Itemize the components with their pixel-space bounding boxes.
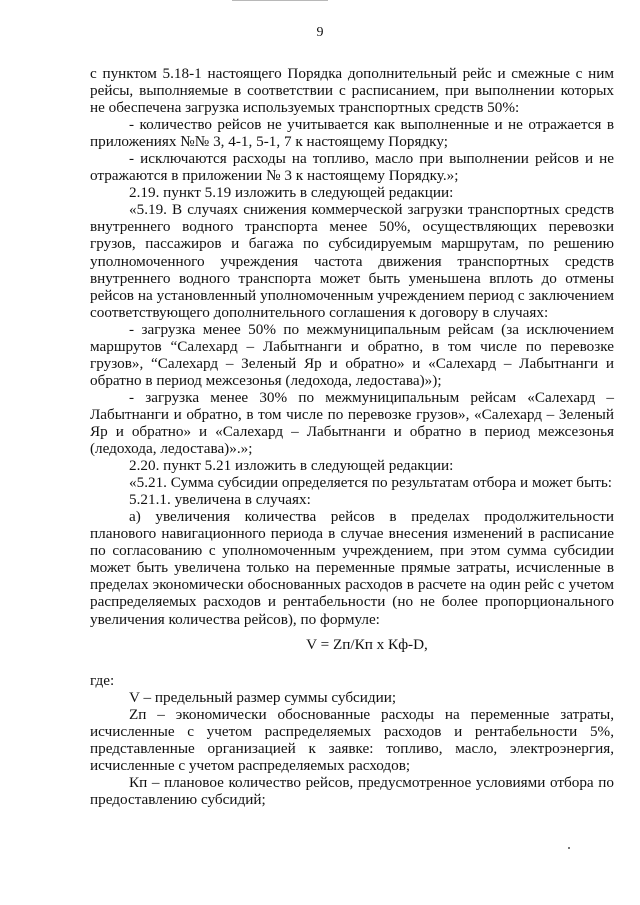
paragraph-item-a: а) увеличения количества рейсов в пределах продолжительности планового навигационного периода в случае внесения изменений в расписание по согласованию с уполномоченным учреждением, при этом сумма субсидии может быть увеличена только на переменные прямые затраты, исчисленные в пределах экономически обоснованных расходов в расчете на один рейс с учетом распределяемых расходов и рентабельности (но не более пропорционального увеличения количества рейсов), по формуле: (90, 508, 614, 628)
document-body (90, 65, 614, 808)
paragraph-load-50: - загрузка менее 50% по межмуниципальным рейсам (за исключением маршрутов “Салехард – Лабытнанги и обратно, в том числе по перевозке грузов», “Салехард – Зеленый Яр и обратно» и «Салехард – Лабытнанги и обратно в период межсезонья (ледохода, ледостава)»); (90, 320, 614, 389)
paragraph-bullet-fuel: - исключаются расходы на топливо, масло при выполнении рейсов и не отражаются в приложении № 3 к настоящему Порядку.»; (90, 150, 614, 185)
definition-zp: Zп – экономически обоснованные расходы на переменные затраты, исчисленные с учетом распределяемых расходов и рентабельности 5%, представленные организацией к заявке: топливо, масло, электроэнергия, исчисленные с учетом распределяемых расходов; (90, 705, 614, 774)
scan-speck (568, 847, 570, 849)
definition-kp: Кп – плановое количество рейсов, предусмотренное условиями отбора по предоставлению субсидий; (90, 773, 614, 808)
paragraph-2-19: 2.19. пункт 5.19 изложить в следующей редакции: (129, 184, 454, 202)
paragraph-continuation: с пунктом 5.18-1 настоящего Порядка дополнительный рейс и смежные с ним рейсы, выполняемые в соответствии с расписанием, при выполнении которых не обеспечена загрузка используемых транспортных средств 50%: (90, 65, 614, 117)
paragraph-5-21: «5.21. Сумма субсидии определяется по результатам отбора и может быть: (129, 474, 612, 492)
paragraph-5-19: «5.19. В случаях снижения коммерческой загрузки транспортных средств внутреннего водного транспорта менее 50%, осуществляющих перевозки грузов, пассажиров и багажа по субсидируемым маршрутам, по решению уполномоченного учреждения частота движения транспортных средств внутреннего водного транспорта может быть уменьшена вплоть до отмены рейсов на установленный уполномоченным учреждением период с заключением соответствующего дополнительного соглашения к договору в случаях: (90, 201, 614, 321)
top-edge-line (232, 0, 328, 1)
paragraph-2-20: 2.20. пункт 5.21 изложить в следующей редакции: (129, 457, 454, 475)
definition-v: V – предельный размер суммы субсидии; (129, 688, 397, 706)
page-number: 9 (316, 25, 324, 40)
paragraph-load-30: - загрузка менее 30% по межмуниципальным рейсам «Салехард – Лабытнанги и обратно, в том числе по перевозке грузов», «Салехард – Зеленый Яр и обратно» и «Салехард – Лабытнанги и обратно в период межсезонья (ледохода, ледостава)».»; (90, 388, 614, 458)
paragraph-bullet-trips: - количество рейсов не учитывается как выполненные и не отражается в приложениях №№ 3, 4-1, 5-1, 7 к настоящему Порядку; (90, 116, 614, 151)
formula: V = Zп/Кп х Кф-D, (306, 635, 428, 653)
where-label: где: (90, 671, 115, 689)
paragraph-5-21-1: 5.21.1. увеличена в случаях: (129, 491, 311, 509)
